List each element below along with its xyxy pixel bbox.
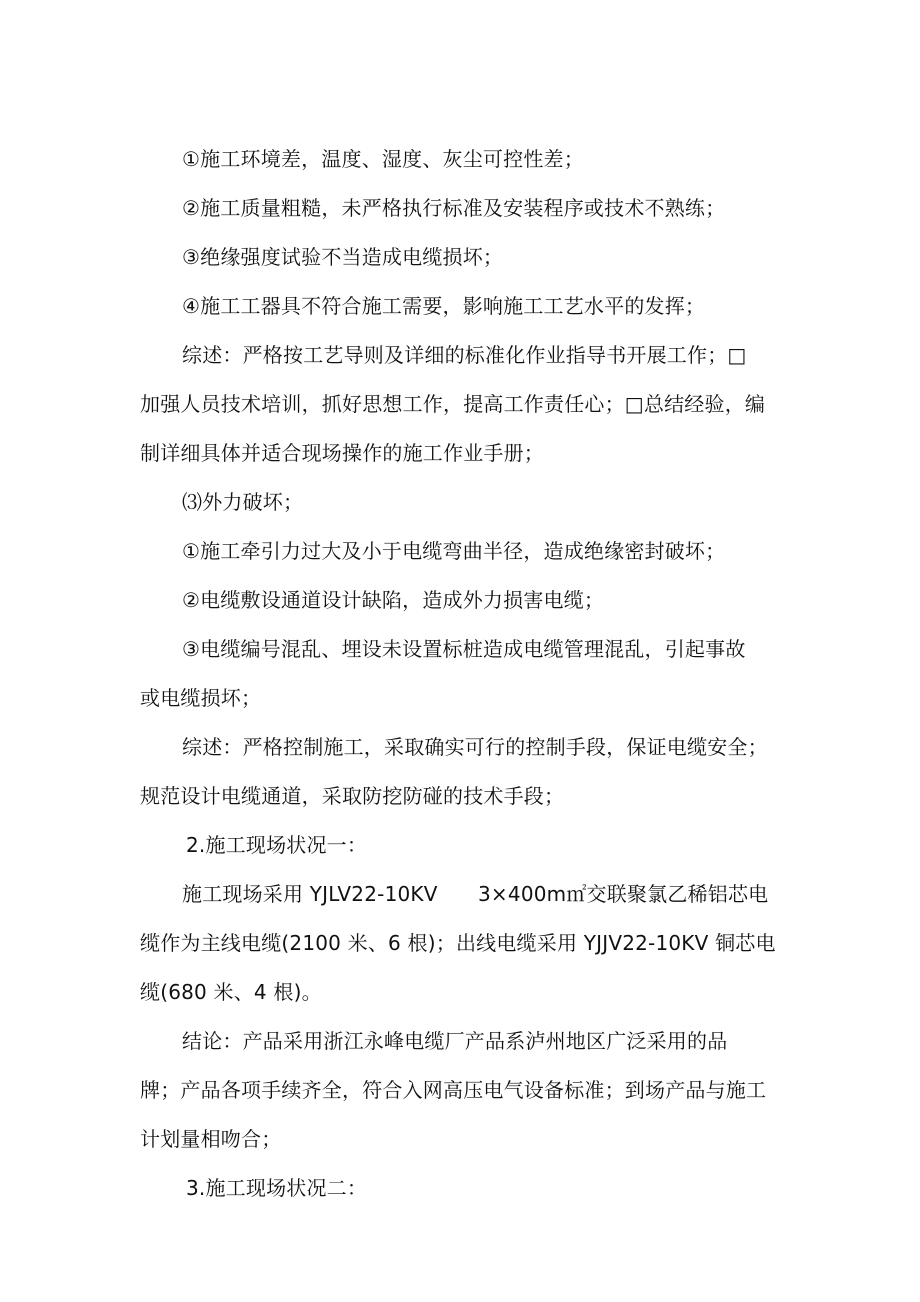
text-line: 综述：严格控制施工，采取确实可行的控制手段，保证电缆安全； bbox=[182, 735, 768, 759]
text-line: ⑶外力破坏； bbox=[182, 490, 304, 514]
text-line: ①施工牵引力过大及小于电缆弯曲半径，造成绝缘密封破坏； bbox=[182, 539, 726, 563]
text-line: ②施工质量粗糙，未严格执行标准及安装程序或技术不熟练； bbox=[182, 196, 726, 220]
text-line: 缆(680 米、4 根)。 bbox=[140, 980, 322, 1004]
text-line: ③电缆编号混乱、埋设未设置标桩造成电缆管理混乱，引起事故 bbox=[182, 637, 746, 661]
text-line: 加强人员技术培训，抓好思想工作，提高工作责任心；□总结经验，编 bbox=[140, 392, 766, 416]
text-line: ①施工环境差，温度、湿度、灰尘可控性差； bbox=[182, 147, 584, 171]
text-line: 施工现场采用 YJLV22-10KV 3×400m㎡交联聚氯乙稀铝芯电 bbox=[182, 882, 769, 906]
text-line: 综述：严格按工艺导则及详细的标准化作业指导书开展工作；□ bbox=[182, 343, 747, 367]
text-line: ③绝缘强度试验不当造成电缆损坏； bbox=[182, 245, 504, 269]
text-line: ②电缆敷设通道设计缺陷，造成外力损害电缆； bbox=[182, 588, 605, 612]
text-line: 牌；产品各项手续齐全，符合入网高压电气设备标准；到场产品与施工 bbox=[140, 1078, 767, 1102]
text-line: 规范设计电缆通道，采取防挖防碰的技术手段； bbox=[140, 784, 565, 808]
section-heading: 2.施工现场状况一： bbox=[186, 833, 368, 857]
text-line: ④施工工器具不符合施工需要，影响施工工艺水平的发挥； bbox=[182, 294, 706, 318]
section-heading: 3.施工现场状况二： bbox=[186, 1176, 368, 1200]
text-line: 计划量相吻合； bbox=[140, 1127, 282, 1151]
text-line: 制详细具体并适合现场操作的施工作业手册； bbox=[140, 441, 544, 465]
text-line: 或电缆损坏； bbox=[140, 686, 262, 710]
text-line: 缆作为主线电缆(2100 米、6 根)；出线电缆采用 YJJV22-10KV 铜芯电 bbox=[140, 931, 776, 955]
text-line: 结论：产品采用浙江永峰电缆厂产品系泸州地区广泛采用的品 bbox=[182, 1029, 728, 1053]
